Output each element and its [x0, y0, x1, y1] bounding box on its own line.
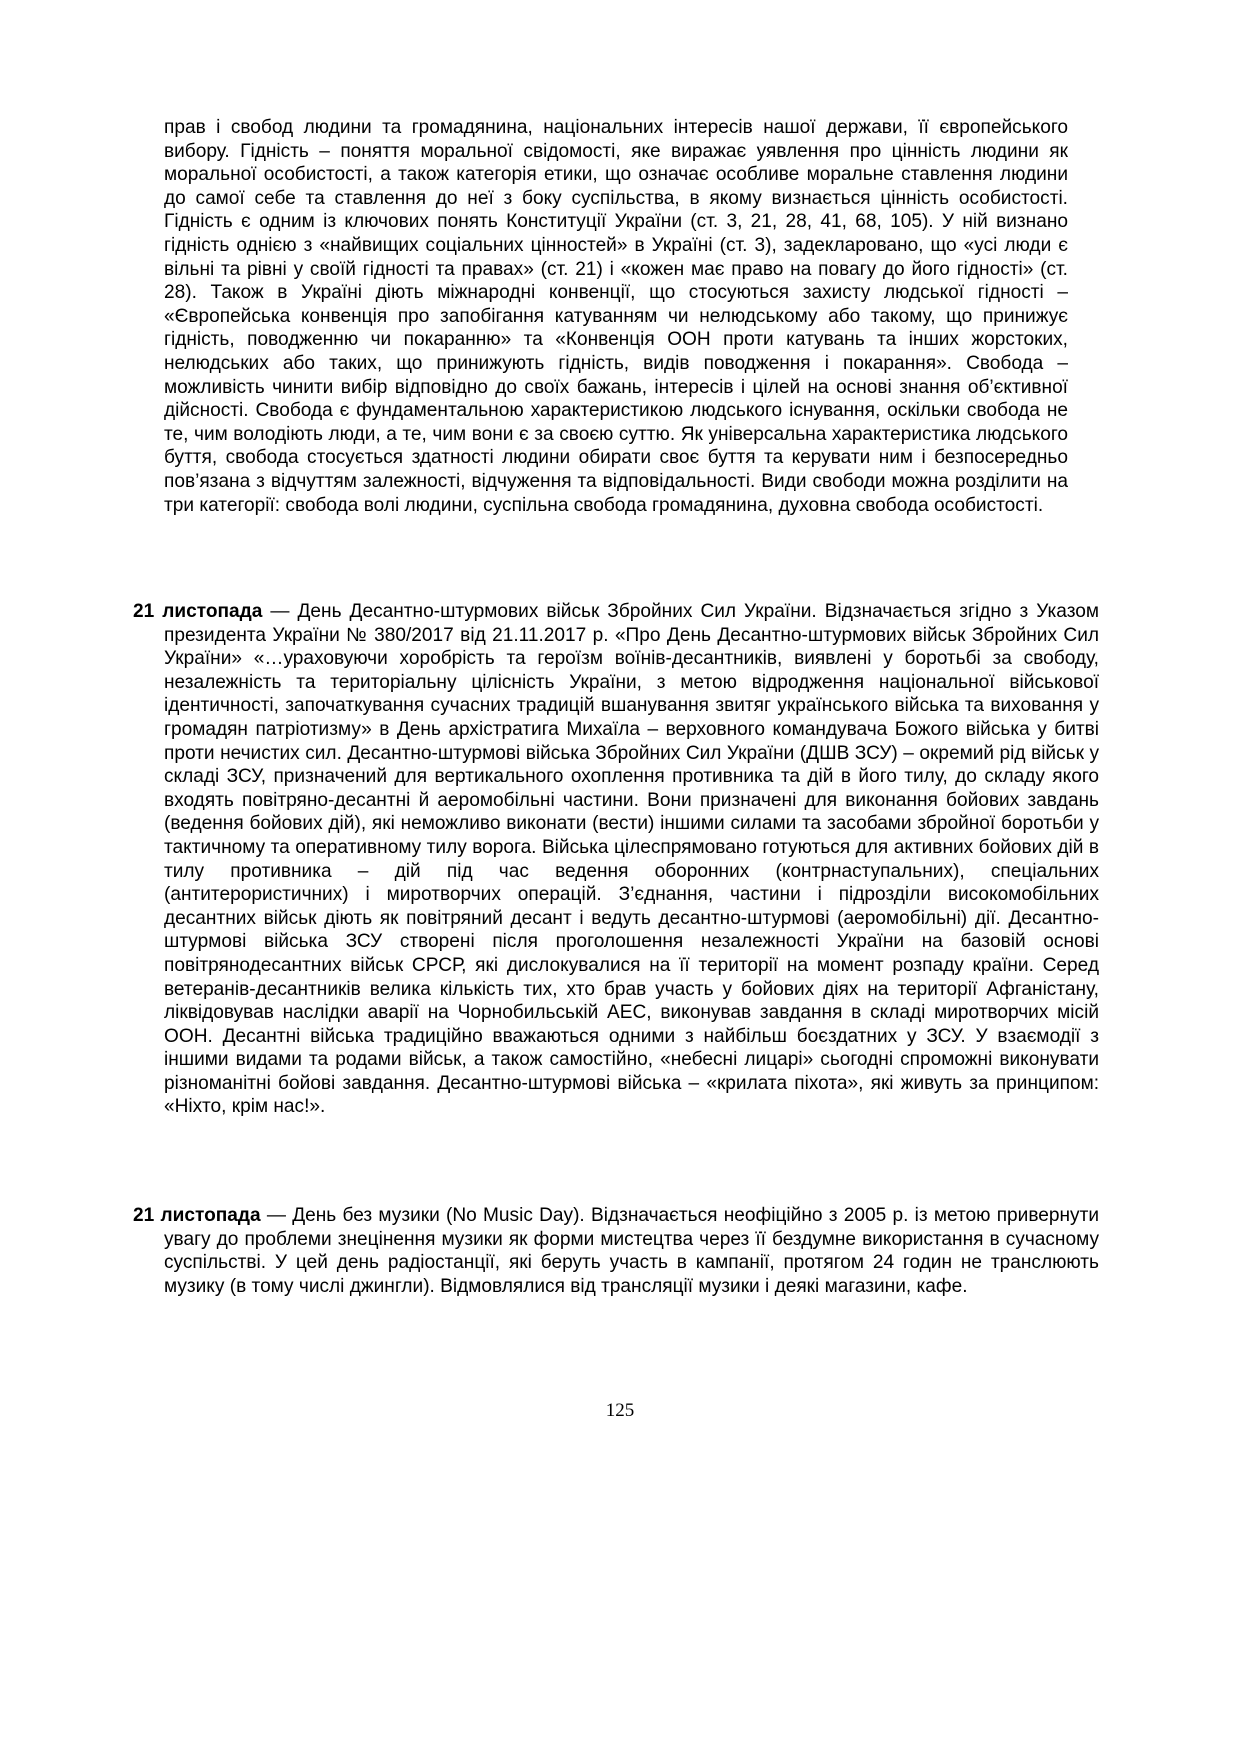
page-number: 125: [605, 1400, 635, 1421]
intro-paragraph: прав і свобод людини та громадянина, національних інтересів нашої держави, її європейського вибору. Гідність – поняття моральної свідомості, яке виражає уявлення про цінність людини як моральної особистості, а також категорія етики, що означає особливе моральне ставлення людини до самої себе та ставлення до неї з боку суспільства, в якому визнається цінність особистості. Гідність є одним із ключових понять Конституції України (ст. 3, 21, 28, 41, 68, 105). У ній визнано гідність однією з «найвищих соціальних цінностей» в Україні (ст. 3), задекларовано, що «усі люди є вільні та рівні у своїй гідності та правах» (ст. 21) і «кожен має право на повагу до його гідності» (ст. 28). Також в Україні діють міжнародні конвенції, що стосуються захисту людської гідності – «Європейська конвенція про запобігання катуванням чи нелюдському або такому, що принижує гідність, поводженню чи покаранню» та «Конвенція ООН проти катувань та інших жорстоких, нелюдських або таких, що принижують гідність, видів поводження і покарання». Свобода – можливість чинити вибір відповідно до своїх бажань, інтересів і цілей на основі знання об’єктивної дійсності. Свобода є фундаментальною характеристикою людського існування, оскільки свобода не те, чим володіють люди, а те, чим вони є за своєю суттю. Як універсальна характеристика людського буття, свобода стосується здатності людини обирати своє буття та керувати ним і безпосередньо пов’язана з відчуттям залежності, відчуження та відповідальності. Види свободи можна розділити на три категорії: свобода волі людини, суспільна свобода громадянина, духовна свобода особистості.: [164, 117, 1068, 516]
entry-text: — День без музики (No Music Day). Відзначається неофіційно з 2005 р. із метою привернути увагу до проблеми знецінення музики як форми мистецтва через її бездумне використання в сучасному суспільстві. У цей день радіостанції, які беруть участь в кампанії, протягом 24 годин не транслюють музику (в тому числі джингли). Відмовлялися від трансляції музики і деякі магазини, кафе.: [164, 1205, 1099, 1297]
entry-text: — День Десантно-штурмових військ Збройних Сил України. Відзначається згідно з Указом президента України № 380/2017 від 21.11.2017 р. «Про День Десантно-штурмових військ Збройних Сил України» «…ураховуючи хоробрість та героїзм воїнів-десантників, виявлені у боротьбі за свободу, незалежність та територіальну цілісність України, з метою відродження національної військової ідентичності, започаткування сучасних традицій вшанування звитяг українського війська та виховання у громадян патріотизму» в День архістратига Михаїла – верховного командувача Божого війська у битві проти нечистих сил. Десантно-штурмові війська Збройних Сил України (ДШВ ЗСУ) – окремий рід військ у складі ЗСУ, призначений для вертикального охоплення противника та дій в його тилу, до складу якого входять повітряно-десантні й аеромобільні частини. Вони призначені для виконання бойових завдань (ведення бойових дій), які неможливо виконати (вести) іншими силами та засобами збройної боротьби у тактичному та оперативному тилу ворога. Війська цілеспрямовано готуються для активних бойових дій в тилу противника – дій під час ведення оборонних (контрнаступальних), спеціальних (антитерористичних) і миротворчих операцій. З’єднання, частини і підрозділи високомобільних десантних військ діють як повітряний десант і ведуть десантно-штурмові (аеромобільні) дії. Десантно-штурмові війська ЗСУ створені після проголошення незалежності України на базовій основі повітрянодесантних військ СРСР, які дислокувалися на її території на момент розпаду країни. Серед ветеранів-десантників велика кількість тих, хто брав участь у бойових діях на території Афганістану, ліквідовував наслідки аварії на Чорнобильській АЕС, виконував завдання в складі миротворчих місій ООН. Десантні війська традиційно вважаються одними з найбільш боєздатних у ЗСУ. У взаємодії з іншими видами та родами військ, а також самостійно, «небесні лицарі» сьогодні спроможні виконувати різноманітні бойові завдання. Десантно-штурмові війська – «крилата піхота», які живуть за принципом: «Ніхто, крім нас!».: [164, 601, 1099, 1118]
entry-date: 21 листопада: [133, 1205, 261, 1226]
entry-paragraph: [133, 1204, 1099, 1298]
entry-paragraph: [133, 600, 1099, 1119]
entry-date: 21 листопада: [133, 601, 263, 622]
